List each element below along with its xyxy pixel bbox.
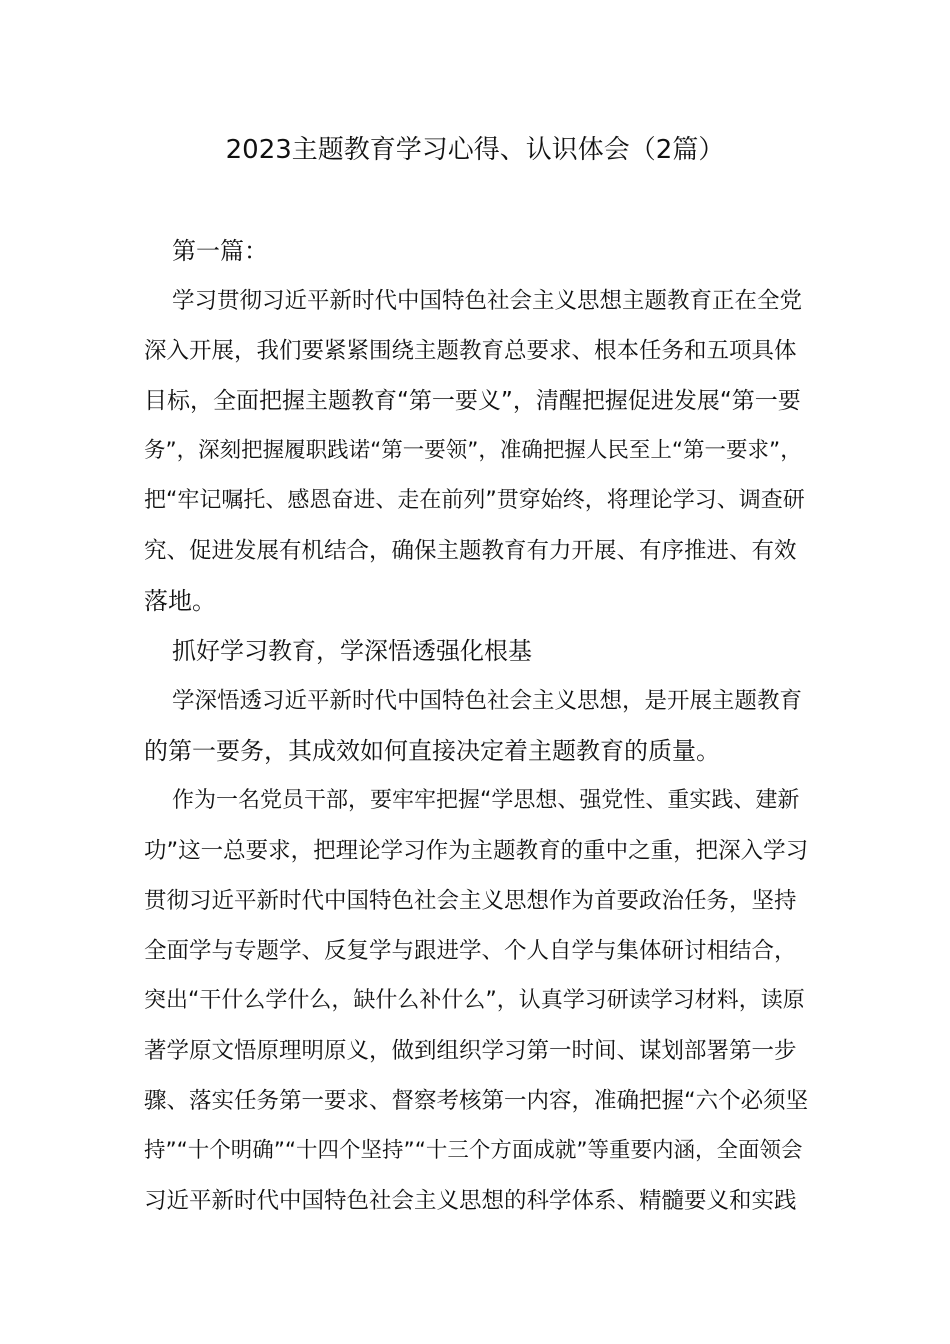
text-line: 突出“干什么学什么，缺什么补什么”，认真学习研读学习材料，读原	[144, 988, 805, 1013]
text-line: 第一篇：	[172, 237, 268, 265]
document-body	[144, 226, 808, 1226]
text-line: 作为一名党员干部，要牢牢把握“学思想、强党性、重实践、建新	[172, 788, 800, 813]
text-line: 持”“十个明确”“十四个坚持”“十三个方面成就”等重要内涵，全面领会	[144, 1138, 803, 1163]
text-line: 深入开展，我们要紧紧围绕主题教育总要求、根本任务和五项具体	[144, 338, 797, 364]
document-title: 2023主题教育学习心得、认识体会（2篇）	[225, 135, 725, 165]
text-line: 的第一要务，其成效如何直接决定着主题教育的质量。	[144, 737, 720, 765]
text-line: 目标，全面把握主题教育“第一要义”，清醒把握促进发展“第一要	[144, 388, 801, 414]
text-line: 学深悟透习近平新时代中国特色社会主义思想，是开展主题教育	[172, 688, 803, 714]
text-line: 落地。	[144, 587, 216, 615]
text-line: 抓好学习教育，学深悟透强化根基	[172, 637, 532, 665]
text-line: 究、促进发展有机结合，确保主题教育有力开展、有序推进、有效	[144, 538, 797, 564]
text-line: 著学原文悟原理明原义，做到组织学习第一时间、谋划部署第一步	[144, 1038, 797, 1064]
text-line: 贯彻习近平新时代中国特色社会主义思想作为首要政治任务，坚持	[144, 888, 797, 914]
text-line: 功”这一总要求，把理论学习作为主题教育的重中之重，把深入学习	[144, 838, 808, 864]
text-line: 习近平新时代中国特色社会主义思想的科学体系、精髓要义和实践	[144, 1188, 797, 1214]
text-line: 把“牢记嘱托、感恩奋进、走在前列”贯穿始终，将理论学习、调查研	[144, 488, 805, 513]
text-line: 务”，深刻把握履职践诺“第一要领”，准确把握人民至上“第一要求”，	[144, 438, 802, 463]
text-line: 全面学与专题学、反复学与跟进学、个人自学与集体研讨相结合，	[144, 938, 797, 964]
text-line: 骤、落实任务第一要求、督察考核第一内容，准确把握“六个必须坚	[144, 1088, 808, 1114]
text-line: 学习贯彻习近平新时代中国特色社会主义思想主题教育正在全党	[172, 288, 803, 314]
